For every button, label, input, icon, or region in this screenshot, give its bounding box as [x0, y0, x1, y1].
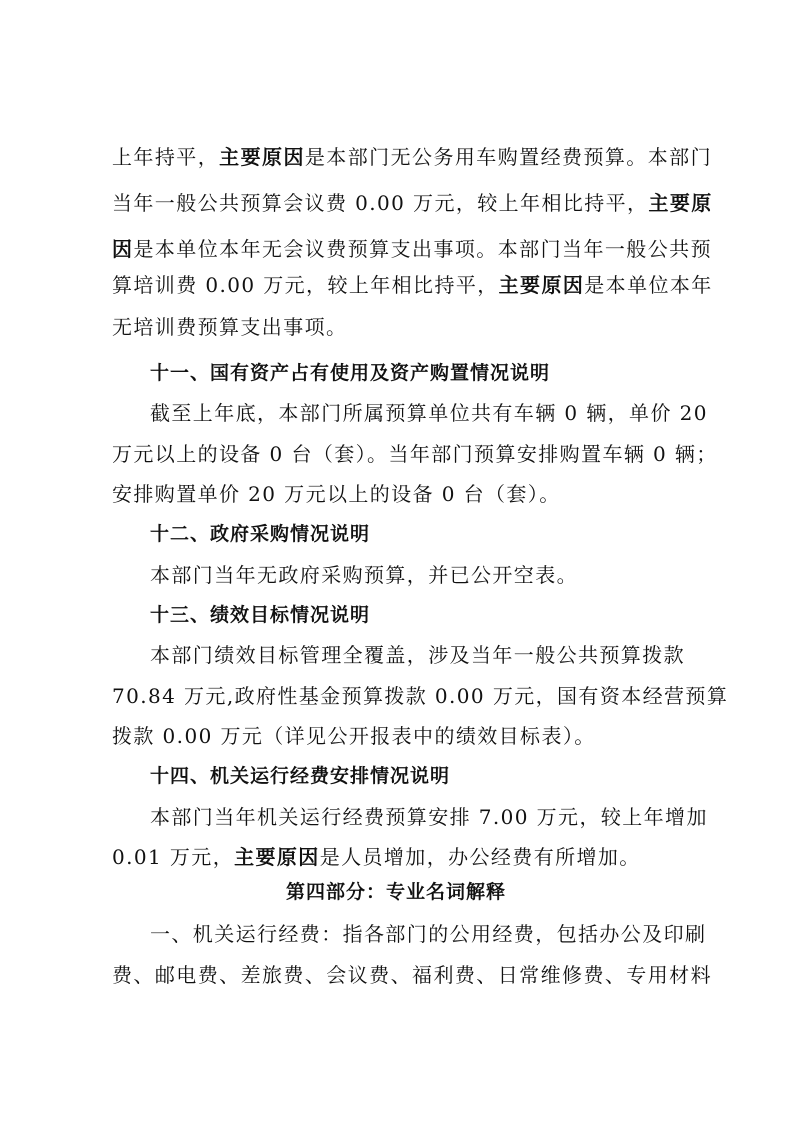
text-span: 当年一般公共预算会议费 0.00 万元，较上年相比持平， — [112, 191, 649, 215]
paragraph-line — [112, 265, 712, 305]
paragraph-line: 本部门绩效目标管理全覆盖，涉及当年一般公共预算拨款 — [150, 643, 685, 667]
text-span: 是人员增加，办公经费有所增加。 — [319, 845, 641, 869]
text-span: 是本部门无公务用车购置经费预算。本部门 — [304, 145, 712, 169]
paragraph-line: 本部门当年机关运行经费预算安排 7.00 万元，较上年增加 — [150, 805, 708, 829]
bold-text: 主要原因 — [498, 273, 585, 297]
paragraph-line: 一、机关运行经费：指各部门的公用经费，包括办公及印刷 — [150, 922, 707, 946]
bold-text: 主要原因 — [234, 845, 320, 869]
paragraph-line: 费、邮电费、差旅费、会议费、福利费、日常维修费、专用材料 — [112, 963, 712, 987]
paragraph-line: 安排购置单价 20 万元以上的设备 0 台（套）。 — [112, 482, 561, 506]
paragraph-line: 拨款 0.00 万元（详见公开报表中的绩效目标表）。 — [112, 724, 596, 748]
text-span: 算培训费 0.00 万元，较上年相比持平， — [112, 273, 499, 297]
paragraph-line: 截至上年底，本部门所属预算单位共有车辆 0 辆，单价 20 — [150, 401, 708, 425]
bold-text: 主要原因 — [219, 145, 305, 169]
paragraph-line — [112, 229, 712, 269]
part-title: 第四部分：专业名词解释 — [285, 881, 506, 903]
paragraph-line — [112, 183, 712, 223]
text-span: 是本单位本年 — [584, 273, 713, 297]
paragraph-line — [112, 137, 712, 177]
paragraph-line: 70.84 万元,政府性基金预算拨款 0.00 万元，国有资本经营预算 — [112, 684, 729, 708]
text-span: 0.01 万元， — [112, 845, 235, 869]
section-heading: 十四、机关运行经费安排情况说明 — [150, 765, 451, 787]
section-heading: 十三、绩效目标情况说明 — [150, 604, 371, 626]
paragraph-line: 本部门当年无政府采购预算，并已公开空表。 — [150, 563, 578, 587]
bold-text: 因 — [112, 237, 134, 261]
section-heading: 十一、国有资产占有使用及资产购置情况说明 — [150, 362, 551, 384]
paragraph-line: 万元以上的设备 0 台（套）。当年部门预算安排购置车辆 0 辆； — [112, 442, 718, 466]
paragraph-line: 无培训费预算支出事项。 — [112, 315, 348, 339]
text-span: 上年持平， — [112, 145, 220, 169]
section-heading: 十二、政府采购情况说明 — [150, 523, 371, 545]
bold-text: 主要原 — [648, 191, 713, 215]
paragraph-line — [112, 837, 712, 877]
text-span: 是本单位本年无会议费预算支出事项。本部门当年一般公共预 — [133, 237, 712, 261]
